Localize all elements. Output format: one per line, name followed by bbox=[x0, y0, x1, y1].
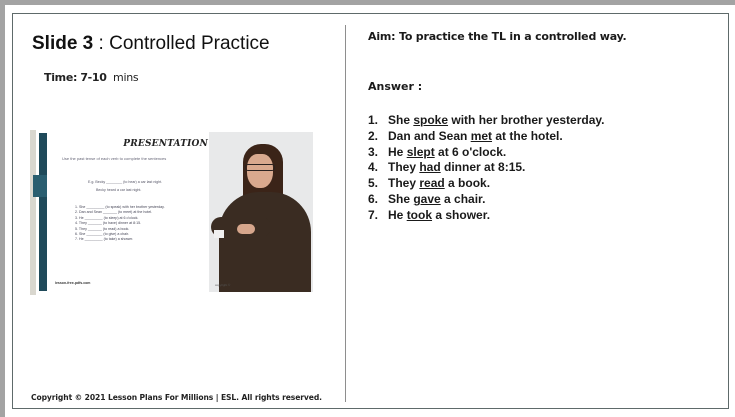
answer-number: 1. bbox=[368, 113, 379, 127]
answer-text: a book. bbox=[444, 176, 491, 191]
answer-text: They bbox=[388, 160, 420, 175]
photo-face bbox=[247, 154, 273, 188]
answer-text: with her brother yesterday. bbox=[448, 113, 605, 127]
answer-item bbox=[368, 113, 605, 129]
copyright-footer: Copyright © 2021 Lesson Plans For Millions | ESL. All rights reserved. bbox=[31, 393, 322, 402]
thumb-exercise-item: 7. He _________ (to take) a shower. bbox=[75, 237, 134, 242]
answer-heading: Answer : bbox=[368, 80, 423, 93]
answer-text: dinner at 8:15. bbox=[440, 160, 526, 175]
column-divider bbox=[345, 25, 346, 402]
answer-verb: slept bbox=[406, 144, 435, 159]
answer-text: Dan and Sean bbox=[388, 128, 471, 143]
answer-verb: took bbox=[406, 207, 433, 222]
answer-text: at 6 o'clock. bbox=[434, 144, 507, 159]
time-allocation bbox=[44, 71, 138, 84]
thumb-heading: PRESENTATION bbox=[123, 139, 208, 149]
thumb-instruction: Use the past tense of each verb to complete the sentences bbox=[62, 156, 167, 161]
thumb-exercise-item: 4. They _______ (to have) dinner at 8:15. bbox=[75, 221, 142, 226]
answer-number: 2. bbox=[368, 128, 379, 143]
window-left-edge bbox=[0, 0, 5, 417]
answer-item bbox=[368, 160, 605, 176]
answer-verb: met bbox=[470, 128, 493, 143]
window-top-edge bbox=[0, 0, 735, 5]
answer-verb: spoke bbox=[413, 113, 449, 127]
photo-cuff bbox=[214, 230, 224, 238]
photo-hand bbox=[237, 224, 255, 234]
thumb-example-line: E.g. Becky ________ (to hear) a car last night. bbox=[88, 180, 163, 184]
thumb-spine-bar bbox=[39, 133, 47, 291]
photo-glasses bbox=[245, 164, 275, 171]
lesson-aim: Aim: To practice the TL in a controlled way. bbox=[368, 30, 627, 43]
answer-text: at the hotel. bbox=[492, 128, 563, 143]
thumb-exercise-item: 3. He _________ (to sleep) at 6 o'clock. bbox=[75, 215, 139, 220]
answer-list bbox=[368, 113, 605, 224]
answer-item bbox=[368, 208, 605, 224]
answer-verb: read bbox=[419, 176, 445, 191]
slide-thumbnail bbox=[30, 130, 320, 295]
answer-verb: gave bbox=[413, 191, 441, 206]
page-title bbox=[32, 33, 270, 55]
thumb-example bbox=[88, 178, 162, 194]
answer-number: 3. bbox=[368, 144, 379, 159]
photo-body bbox=[219, 192, 311, 292]
thumb-spine-band bbox=[33, 175, 47, 197]
answer-text: He bbox=[388, 144, 407, 159]
answer-item bbox=[368, 145, 605, 161]
thumb-spine-shadow bbox=[30, 130, 36, 295]
answer-number: 7. bbox=[368, 207, 379, 222]
thumb-example-answer: Becky heard a car last night. bbox=[96, 188, 142, 192]
thumb-exercise-item: 5. They _______ (to read) a book. bbox=[75, 226, 130, 231]
answer-item bbox=[368, 129, 605, 145]
slide-stage: Controlled Practice bbox=[109, 33, 270, 54]
photo-copyright: copyright © bbox=[215, 283, 231, 287]
answer-item bbox=[368, 192, 605, 208]
time-value: 7-10 bbox=[80, 71, 107, 84]
time-unit: mins bbox=[113, 71, 139, 84]
slide-number: Slide 3 bbox=[32, 33, 94, 54]
answer-verb: had bbox=[419, 160, 441, 175]
answer-text: a shower. bbox=[432, 207, 491, 222]
answer-text: She bbox=[388, 191, 414, 206]
thumb-exercise-item: 6. She ________ (to give) a chair. bbox=[75, 232, 129, 237]
thumb-site-credit: lesson-free-pdfs.com bbox=[55, 281, 91, 285]
thumb-worksheet bbox=[50, 130, 210, 295]
title-separator: : bbox=[93, 33, 110, 54]
answer-item bbox=[368, 176, 605, 192]
thumb-exercise-item: 1. She _________ (to speak) with her brother yesterday. bbox=[75, 205, 165, 209]
thumb-exercise-item: 2. Dan and Sean _______ (to meet) at the hotel. bbox=[75, 210, 153, 215]
thumb-exercise-list bbox=[75, 205, 165, 243]
time-label: Time: bbox=[44, 71, 78, 84]
answer-text: a chair. bbox=[440, 191, 486, 206]
woman-checking-watch-photo bbox=[209, 132, 313, 292]
answer-text: They bbox=[388, 176, 420, 191]
answer-number: 4. bbox=[368, 160, 379, 175]
answer-number: 5. bbox=[368, 176, 379, 191]
answer-text: She bbox=[388, 113, 414, 127]
answer-text: He bbox=[388, 207, 407, 222]
answer-number: 6. bbox=[368, 191, 379, 206]
